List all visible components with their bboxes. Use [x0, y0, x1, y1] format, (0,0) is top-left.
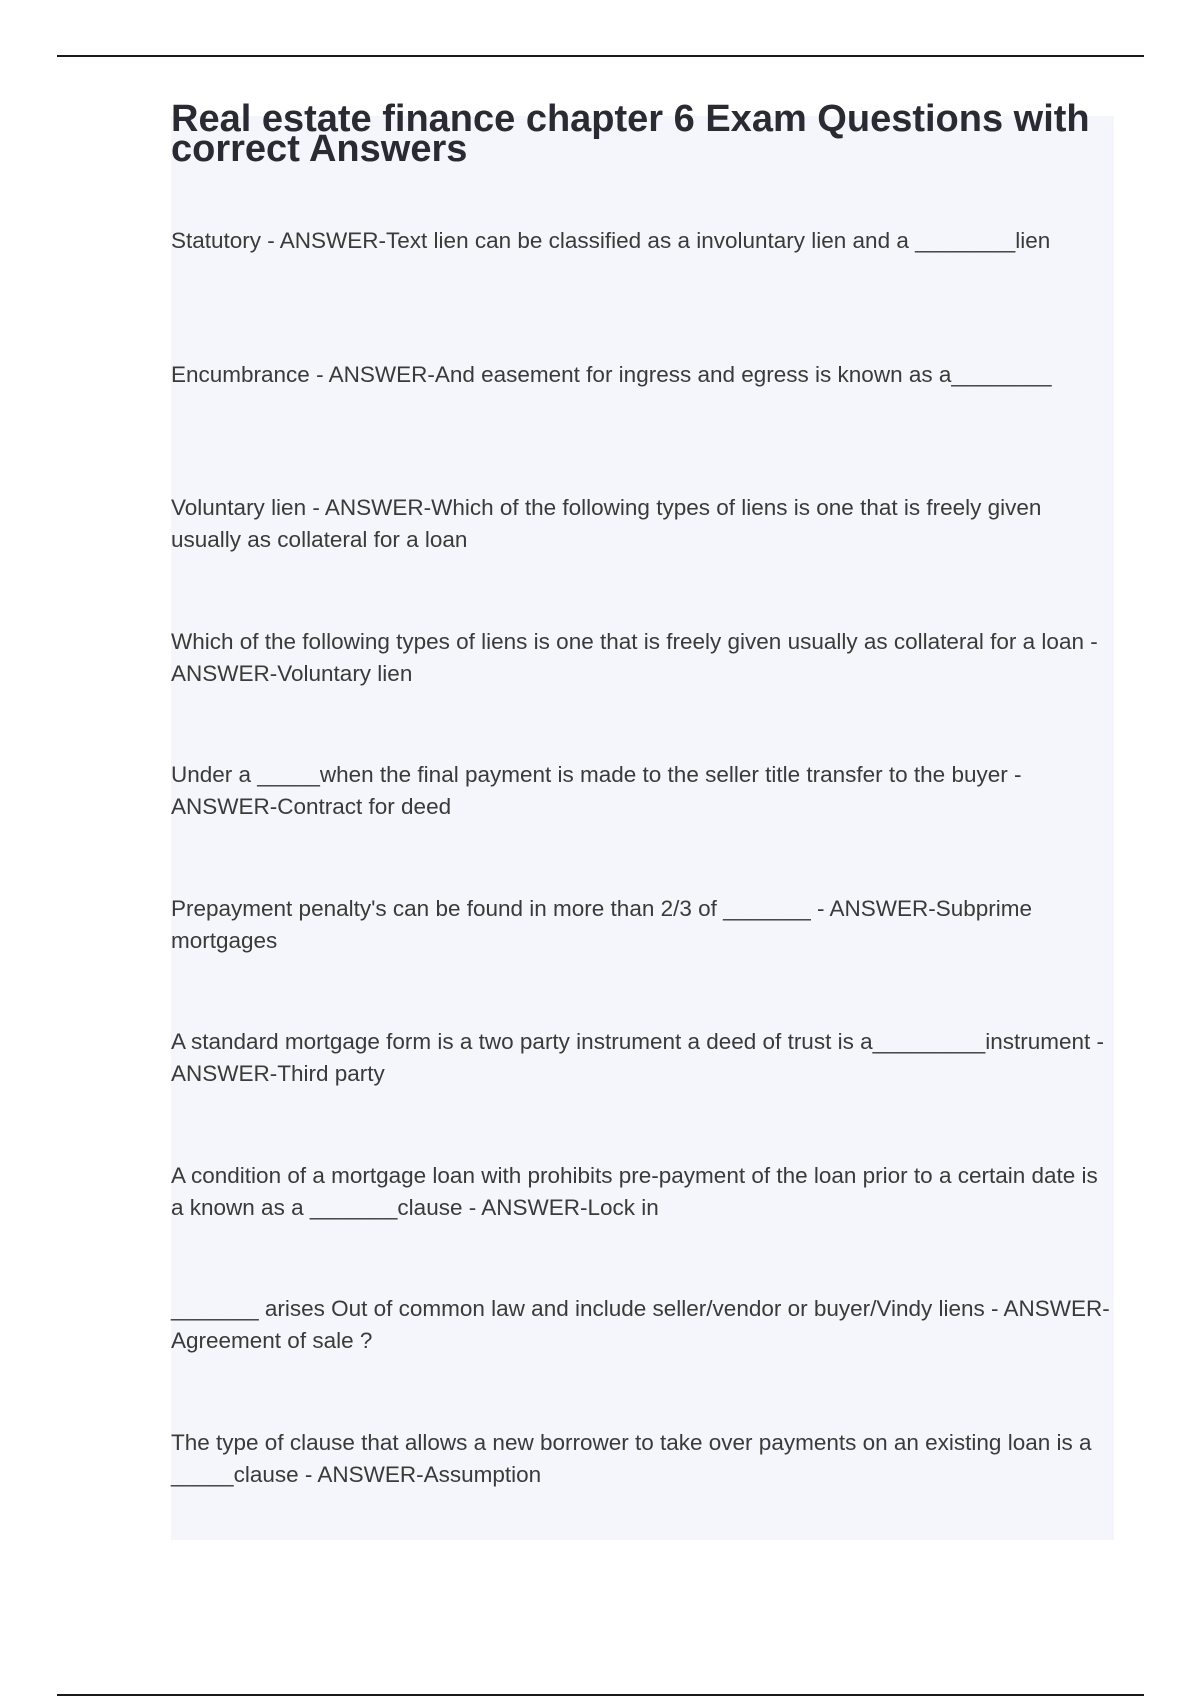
qa-text: Voluntary lien - ANSWER-Which of the following types of liens is one that is freely given usually as collateral for a loan	[171, 495, 1042, 552]
qa-item	[171, 626, 1116, 760]
qa-item	[171, 1026, 1116, 1160]
qa-item	[171, 225, 1116, 359]
qa-item	[171, 893, 1116, 1027]
qa-text: Prepayment penalty's can be found in more than 2/3 of _______ - ANSWER-Subprime mortgages	[171, 895, 1033, 953]
qa-text: Under a _____when the final payment is made to the seller title transfer to the buyer - ANSWER-Contract for deed	[171, 762, 1022, 819]
qa-text: The type of clause that allows a new borrower to take over payments on an existing loan is a _____clause - ANSWER-Assumption	[171, 1429, 1092, 1487]
qa-item	[171, 1160, 1116, 1294]
top-rule	[57, 55, 1144, 57]
qa-list	[171, 225, 1116, 1560]
qa-text: A standard mortgage form is a two party instrument a deed of trust is a_________instrument - ANSWER-Third party	[171, 1029, 1104, 1086]
document-title: Real estate finance chapter 6 Exam Questions with correct Answers	[171, 98, 1090, 170]
qa-item	[171, 1293, 1116, 1427]
qa-text: Which of the following types of liens is one that is freely given usually as collateral for a loan - ANSWER-Voluntary lien	[171, 628, 1098, 686]
bottom-rule	[57, 1694, 1144, 1696]
qa-item	[171, 492, 1116, 626]
qa-item	[171, 359, 1116, 493]
qa-item	[171, 1427, 1116, 1561]
qa-text: A condition of a mortgage loan with prohibits pre-payment of the loan prior to a certain date is a known as a _______clause - ANSWER-Lock in	[171, 1162, 1098, 1220]
qa-text: Statutory - ANSWER-Text lien can be classified as a involuntary lien and a ________lien	[171, 228, 1051, 253]
qa-item	[171, 759, 1116, 893]
qa-text: _______ arises Out of common law and include seller/vendor or buyer/Vindy liens - ANSWER-Agreement of sale ?	[171, 1296, 1110, 1353]
qa-text: Encumbrance - ANSWER-And easement for ingress and egress is known as a________	[171, 361, 1052, 387]
